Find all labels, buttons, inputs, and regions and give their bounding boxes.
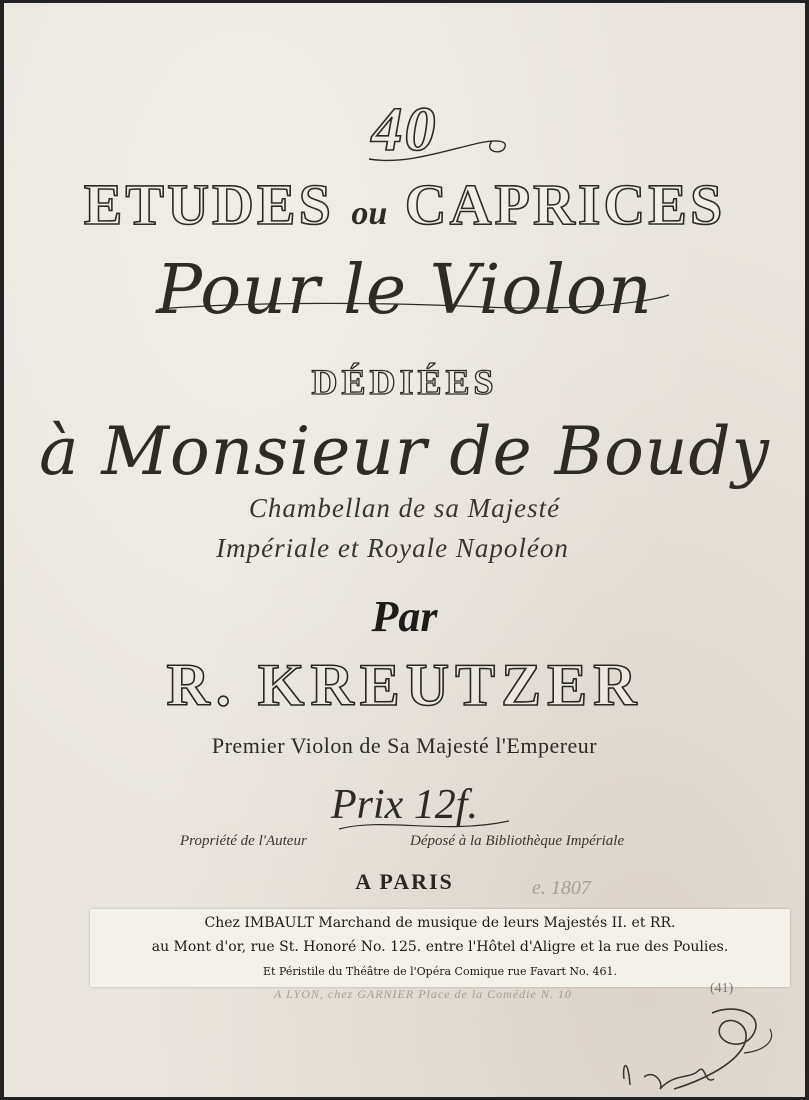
property-note: Propriété de l'Auteur bbox=[180, 833, 307, 849]
dedicatee-title-2: Impériale et Royale Napoléon bbox=[216, 533, 569, 563]
work-title bbox=[4, 171, 805, 238]
city: A PARIS bbox=[355, 869, 454, 894]
title-ou: ou bbox=[351, 195, 388, 232]
title-caprices: CAPRICES bbox=[404, 172, 726, 237]
composer-name: R. KREUTZER bbox=[166, 652, 643, 718]
opus-number: 40 bbox=[371, 96, 438, 164]
dedication-heading: DÉDIÉES bbox=[311, 362, 498, 402]
deposit-note: Déposé à la Bibliothèque Impériale bbox=[410, 833, 625, 849]
handwritten-signature bbox=[594, 993, 794, 1097]
publisher-line-3: Et Péristile du Théâtre de l'Opéra Comique rue Favart No. 461. bbox=[263, 965, 617, 978]
dedicatee-title-1: Chambellan de sa Majesté bbox=[248, 493, 561, 523]
composer-title: Premier Violon de Sa Majesté l'Empereur bbox=[211, 733, 598, 758]
instrument-line: Pour le Violon bbox=[156, 251, 653, 330]
by-label: Par bbox=[371, 592, 438, 641]
library-stamp: e. 1807 bbox=[532, 877, 591, 899]
title-etudes: ETUDES bbox=[83, 172, 334, 237]
faint-imprint: A LYON, chez GARNIER Place de la Comédie N. 10 bbox=[274, 987, 572, 1001]
publisher-line-2: au Mont d'or, rue St. Honoré No. 125. entre l'Hôtel d'Aligre et la rue des Poulies. bbox=[151, 939, 729, 955]
violon-flourish bbox=[154, 273, 674, 333]
title-page bbox=[4, 3, 805, 1097]
number-flourish bbox=[364, 121, 514, 171]
dedicatee-name: à Monsieur de Boudy bbox=[39, 413, 770, 490]
publisher-label bbox=[90, 909, 790, 987]
price: Prix 12f. bbox=[331, 782, 478, 828]
publisher-line-1: Chez IMBAULT Marchand de musique de leurs Majestés II. et RR. bbox=[204, 915, 676, 931]
pencil-number: (41) bbox=[710, 981, 734, 996]
